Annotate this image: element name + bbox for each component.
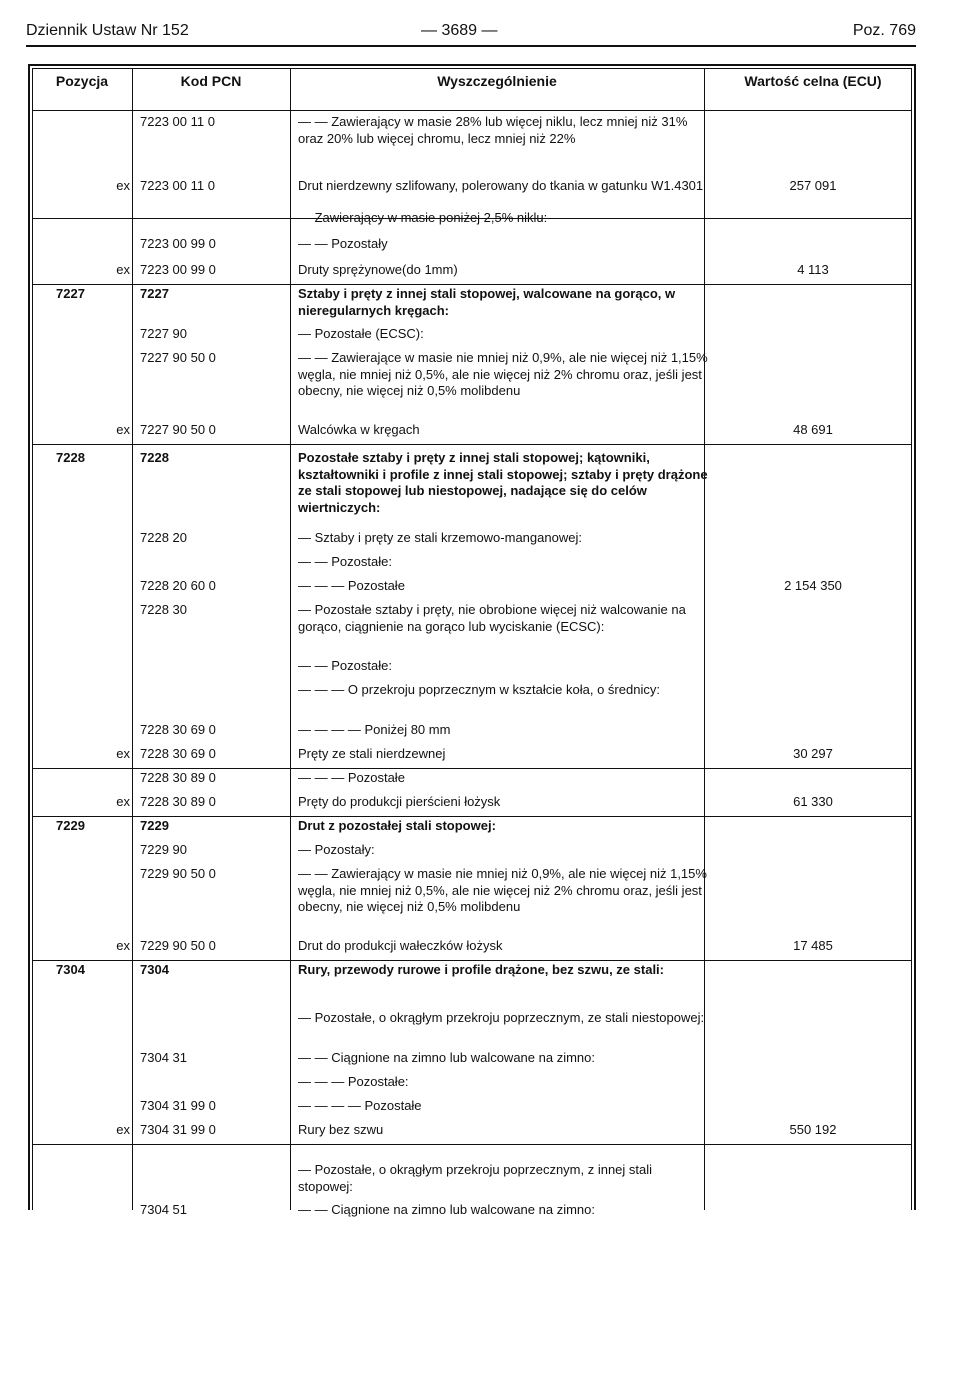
wartosc-celna-cell: 30 297 [793, 746, 833, 761]
wyszczegolnienie-cell: — Pozostałe, o okrągłym przekroju poprzecznym, z innej stali stopowej: [298, 1162, 653, 1194]
wartosc-celna-cell: 257 091 [789, 178, 837, 193]
wyszczegolnienie-cell: — — Zawierający w masie nie mniej niż 0,9%, ale nie więcej niż 1,15% węgla, nie mniej niż 0,5%, ale nie więcej niż 2% chromu oraz, jeśli jest obecny, nie więcej niż 0,5% molibdenu [298, 866, 707, 914]
wyszczegolnienie-cell: — Sztaby i pręty ze stali krzemowo-manganowej: [298, 530, 582, 545]
ex-marker: ex [116, 938, 130, 953]
wyszczegolnienie-cell: Drut z pozostałej stali stopowej: [298, 818, 496, 833]
wyszczegolnienie-cell: — — Zawierające w masie nie mniej niż 0,9%, ale nie więcej niż 1,15% węgla, nie mniej niż 0,5%, ale nie więcej niż 2% chromu oraz, jeśli jest obecny, nie więcej niż 0,5% molibdenu [298, 350, 708, 398]
wyszczegolnienie-cell: — Pozostałe sztaby i pręty, nie obrobione więcej niż walcowanie na gorąco, ciągnienie na gorąco lub wyciskanie (ECSC): [298, 602, 686, 634]
column-divider [132, 68, 133, 1210]
wyszczegolnienie-cell: — Pozostałe (ECSC): [298, 326, 424, 341]
wyszczegolnienie-cell: — — Zawierający w masie 28% lub więcej niklu, lecz mniej niż 31% oraz 20% lub więcej chromu, lecz mniej niż 22% [298, 114, 688, 146]
kod-pcn-cell: 7228 20 [140, 530, 187, 545]
wartosc-celna-cell: 550 192 [789, 1122, 837, 1137]
journal-title: Dziennik Ustaw Nr 152 [26, 22, 189, 39]
wartosc-celna-cell: 48 691 [793, 422, 833, 437]
ex-marker: ex [116, 794, 130, 809]
kod-pcn-cell: 7304 51 [140, 1202, 187, 1217]
row-divider [32, 1144, 912, 1145]
column-header-wartosc: Wartość celna (ECU) [744, 73, 882, 89]
tariff-table [28, 64, 916, 1217]
kod-pcn-cell: 7304 31 99 0 [140, 1098, 216, 1113]
header-divider [32, 110, 912, 111]
kod-pcn-cell: 7227 [140, 286, 169, 301]
column-divider [290, 68, 291, 1210]
wyszczegolnienie-cell: — Pozostałe, o okrągłym przekroju poprzecznym, ze stali niestopowej: [298, 1010, 705, 1025]
row-divider [32, 768, 912, 769]
row-divider [32, 284, 912, 285]
wyszczegolnienie-cell: Pozostałe sztaby i pręty z innej stali stopowej; kątowniki, kształtowniki i profile z innej stali stopowej; sztaby i pręty drążone ze stali stopowej lub niestopowej, nadające się do celów wiertniczych: [298, 450, 708, 515]
kod-pcn-cell: 7228 30 89 0 [140, 770, 216, 785]
pozycja-cell: 7229 [56, 818, 85, 833]
wyszczegolnienie-cell: — — — Pozostałe: [298, 1074, 409, 1089]
wyszczegolnienie-cell: — — Pozostałe: [298, 658, 392, 673]
ex-marker: ex [116, 262, 130, 277]
kod-pcn-cell: 7223 00 99 0 [140, 262, 216, 277]
wyszczegolnienie-cell: Druty sprężynowe(do 1mm) [298, 262, 458, 277]
kod-pcn-cell: 7223 00 11 0 [140, 178, 215, 193]
wyszczegolnienie-cell: — — — Pozostałe [298, 578, 405, 593]
kod-pcn-cell: 7229 [140, 818, 169, 833]
wyszczegolnienie-cell: Rury bez szwu [298, 1122, 384, 1137]
kod-pcn-cell: 7228 20 60 0 [140, 578, 216, 593]
wyszczegolnienie-cell: Drut nierdzewny szlifowany, polerowany do tkania w gatunku W1.4301 [298, 178, 704, 193]
kod-pcn-cell: 7304 31 [140, 1050, 187, 1065]
kod-pcn-cell: 7228 30 69 0 [140, 746, 216, 761]
position-number: Poz. 769 [852, 22, 916, 39]
wyszczegolnienie-cell: Pręty do produkcji pierścieni łożysk [298, 794, 501, 809]
page-number: — 3689 — [421, 22, 498, 39]
wyszczegolnienie-cell: — — Pozostałe: [298, 554, 392, 569]
kod-pcn-cell: 7227 90 [140, 326, 187, 341]
wyszczegolnienie-cell: Pręty ze stali nierdzewnej [298, 746, 446, 761]
ex-marker: ex [116, 746, 130, 761]
kod-pcn-cell: 7229 90 50 0 [140, 866, 216, 881]
row-divider [32, 960, 912, 961]
wyszczegolnienie-cell: — — — — Poniżej 80 mm [298, 722, 451, 737]
kod-pcn-cell: 7228 30 [140, 602, 187, 617]
kod-pcn-cell: 7228 30 69 0 [140, 722, 216, 737]
wyszczegolnienie-cell: Drut do produkcji wałeczków łożysk [298, 938, 503, 953]
kod-pcn-cell: 7228 [140, 450, 169, 465]
wartosc-celna-cell: 2 154 350 [784, 578, 842, 593]
ex-marker: ex [116, 422, 130, 437]
pozycja-cell: 7228 [56, 450, 85, 465]
wyszczegolnienie-cell: — — Ciągnione na zimno lub walcowane na zimno: [298, 1050, 595, 1065]
column-header-pozycja: Pozycja [55, 73, 109, 89]
row-divider [32, 816, 912, 817]
header-rule [26, 45, 916, 47]
wyszczegolnienie-cell: — — — O przekroju poprzecznym w kształcie koła, o średnicy: [298, 682, 660, 697]
pozycja-cell: 7304 [56, 962, 85, 977]
ex-marker: ex [116, 1122, 130, 1137]
wyszczegolnienie-cell: — — Ciągnione na zimno lub walcowane na zimno: [298, 1202, 595, 1217]
wartosc-celna-cell: 4 113 [797, 262, 829, 277]
pozycja-cell: 7227 [56, 286, 85, 301]
wyszczegolnienie-cell: Rury, przewody rurowe i profile drążone, bez szwu, ze stali: [298, 962, 664, 977]
wyszczegolnienie-cell: — — — Pozostałe [298, 770, 405, 785]
kod-pcn-cell: 7223 00 11 0 [140, 114, 215, 129]
column-header-kod: Kod PCN [180, 73, 242, 89]
wyszczegolnienie-cell: Walcówka w kręgach [298, 422, 420, 437]
wartosc-celna-cell: 61 330 [793, 794, 833, 809]
wyszczegolnienie-cell: — — Pozostały [298, 236, 388, 251]
row-divider [32, 444, 912, 445]
kod-pcn-cell: 7227 90 50 0 [140, 350, 216, 365]
kod-pcn-cell: 7229 90 [140, 842, 187, 857]
kod-pcn-cell: 7229 90 50 0 [140, 938, 216, 953]
kod-pcn-cell: 7228 30 89 0 [140, 794, 216, 809]
column-header-wyszczegolnienie: Wyszczególnienie [437, 73, 557, 89]
kod-pcn-cell: 7223 00 99 0 [140, 236, 216, 251]
kod-pcn-cell: 7304 31 99 0 [140, 1122, 216, 1137]
wyszczegolnienie-cell: — Pozostały: [298, 842, 375, 857]
kod-pcn-cell: 7227 90 50 0 [140, 422, 216, 437]
wyszczegolnienie-cell: — Zawierający w masie poniżej 2,5% niklu: [298, 210, 548, 225]
page-header [26, 22, 916, 44]
wartosc-celna-cell: 17 485 [793, 938, 833, 953]
kod-pcn-cell: 7304 [140, 962, 169, 977]
wyszczegolnienie-cell: Sztaby i pręty z innej stali stopowej, walcowane na gorąco, w nieregularnych kręgach: [298, 286, 676, 318]
wyszczegolnienie-cell: — — — — Pozostałe [298, 1098, 422, 1113]
ex-marker: ex [116, 178, 130, 193]
